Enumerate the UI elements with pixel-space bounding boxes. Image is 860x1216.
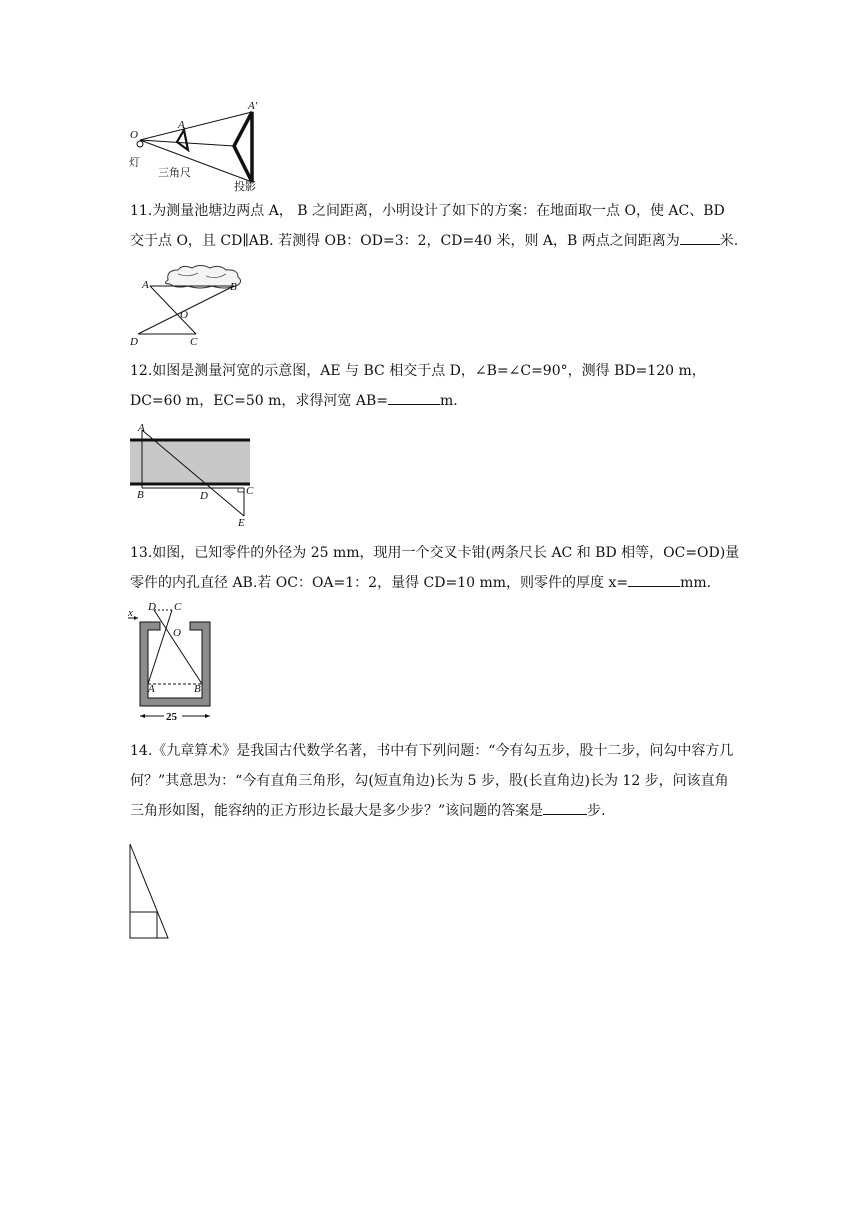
label-c: C (174, 601, 182, 613)
figure-lamp-projection (128, 100, 278, 196)
answer-blank-13[interactable] (628, 570, 680, 587)
label-a: A (138, 422, 145, 434)
question-14-text: 14.《九章算术》是我国古代数学名著，书中有下列问题：“今有勾五步，股十二步，问勾中容方几何？”其意思为：“今有直角三角形，勾(短直角边)长为 5 步，股(长直角边)长为 12 步，问该直角三角形如图，能容纳的正方形边长最大是多少步？”该问题的答案是 (130, 743, 734, 819)
figure-right-triangle-square (128, 842, 172, 942)
label-c: C (246, 485, 254, 497)
figure-caliper (126, 600, 216, 730)
question-11-text: 11.为测量池塘边两点 A， B 之间距离，小明设计了如下的方案：在地面取一点 O，使 AC、BD 交于点 O，且 CD∥AB. 若测得 OB：OD=3：2，CD=40 米，则 A，B 两点之间距离为 (130, 203, 725, 249)
label-d: D (200, 490, 208, 502)
figure-pond (128, 264, 258, 348)
question-11-unit: 米. (719, 233, 739, 249)
label-width: 25 (166, 711, 177, 723)
label-x: x (128, 607, 133, 619)
question-13-text: 13.如图，已知零件的外径为 25 mm，现用一个交叉卡钳(两条尺长 AC 和 BD 相等，OC=OD)量零件的内孔直径 AB.若 OC：OA=1：2，量得 CD=10 mm，则零件的厚度 x= (130, 545, 740, 591)
label-e: E (238, 517, 245, 529)
label-a: A (142, 279, 149, 291)
question-11 (130, 196, 742, 256)
label-c: C (190, 336, 198, 348)
question-14-unit: 步. (587, 803, 606, 819)
label-d: D (148, 601, 156, 613)
figure-river (128, 422, 258, 528)
label-o: O (130, 129, 138, 141)
question-13 (130, 538, 742, 598)
question-12 (130, 356, 742, 416)
label-a: A (148, 683, 155, 695)
question-12-unit: m. (440, 393, 458, 409)
label-o: O (180, 309, 188, 321)
label-ruler: 三角尺 (158, 166, 191, 179)
label-lamp: 灯 (129, 156, 140, 169)
label-b: B (137, 489, 144, 501)
label-d: D (130, 336, 138, 348)
label-a: A (178, 119, 185, 131)
answer-blank-14[interactable] (543, 798, 587, 815)
label-b: B (194, 683, 201, 695)
label-o: O (173, 627, 181, 639)
question-13-unit: mm. (680, 575, 712, 591)
question-12-text: 12.如图是测量河宽的示意图，AE 与 BC 相交于点 D，∠B=∠C=90°，测得 BD=120 m，DC=60 m，EC=50 m，求得河宽 AB= (130, 363, 706, 409)
question-14 (130, 736, 742, 826)
label-b: B (230, 281, 237, 293)
answer-blank-12[interactable] (388, 388, 440, 405)
label-a-prime: A′ (248, 100, 258, 112)
label-shadow: 投影 (234, 180, 256, 193)
answer-blank-11[interactable] (680, 228, 720, 245)
